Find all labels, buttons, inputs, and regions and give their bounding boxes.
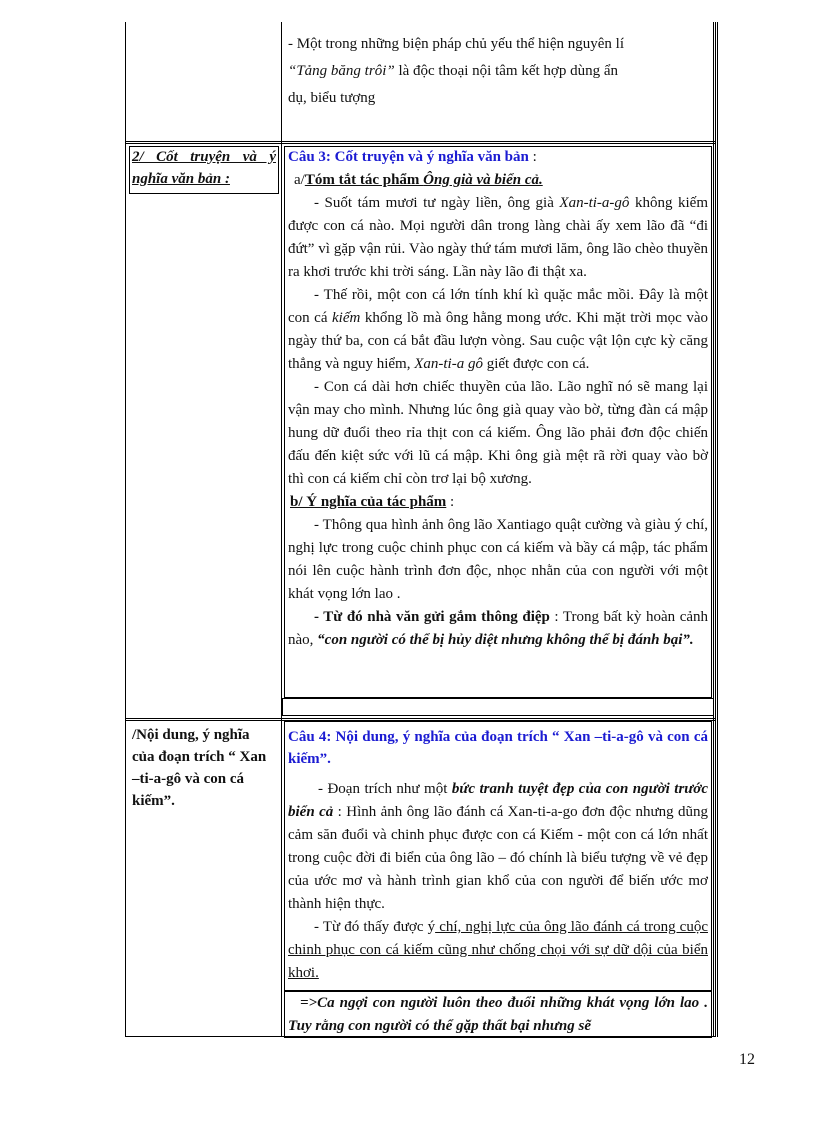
row3-left-heading (132, 724, 270, 812)
row-divider-1 (125, 141, 716, 142)
row3-content (288, 726, 708, 985)
row1-line2: là độc thoại nội tâm kết hợp dùng ẩn (394, 63, 619, 79)
meaning-p5-bold: - Từ đó nhà văn gửi gắm thông điệp (314, 609, 550, 625)
excerpt-p1-b: : Hình ảnh ông lão đánh cá Xan-ti-a-go đơn độc nhưng dũng cảm săn đuổi và chinh phục được con cá Kiếm - một con cá lớn nhất trong cuộc đời đi biển của ông lão – đó chính là biểu tượng về vẻ đẹp của ước mơ và hành trình gian khổ của con người để biến ước mơ thành hiện thực. (288, 804, 709, 912)
row1-line3: dụ, biểu tượng (288, 90, 376, 106)
row1-iceberg-term: “Tảng băng trôi” (288, 63, 395, 79)
column-divider-right (713, 22, 714, 1037)
question-4-title: Câu 4: Nội dung, ý nghĩa của đoạn trích “ Xan –ti-a-gô và con cá kiếm”. (288, 729, 708, 767)
sub-a-title: Tóm tắt tác phẩm (304, 172, 424, 188)
summary-p2-a: - Thế rồi, một con cá lớn tính khí kì quặc mắc mồi. Đây là một con cá (288, 287, 708, 326)
page-number: 12 (739, 1051, 755, 1068)
meaning-p4: - Thông qua hình ảnh ông lão Xantiago quật cường và giàu ý chí, nghị lực trong cuộc chinh phục con cá kiếm và bầy cá mập, tác phẩm nói lên cuộc hành trình đơn độc, nhọc nhằn của con người với một khát vọng lớn lao . (288, 517, 708, 602)
row2-content (288, 146, 708, 652)
sub-b-colon: : (446, 494, 455, 510)
sub-a-work: Ông già và biển cả. (423, 172, 543, 188)
row3-conclusion (288, 992, 708, 1038)
summary-p2-kiem: kiếm (332, 310, 361, 326)
meaning-p5-quote: “con người có thể bị hủy diệt nhưng không thể bị đánh bại”. (317, 632, 694, 648)
summary-p2-b: khổng lồ mà ông hằng mong ước. Khi mặt trời mọc vào ngày thứ ba, con cá bắt đầu lượn vòng. Sau cuộc vật lộn cực kỳ căng thẳng và nguy hiểm, (288, 310, 708, 372)
excerpt-p1-emphasis: bức tranh tuyệt đẹp của con người trước biển cả (288, 781, 708, 820)
row3-heading-text: /Nội dung, ý nghĩa của đoạn trích “ Xan –ti-a-gô và con cá kiếm”. (132, 727, 267, 809)
sub-a-prefix: a/ (294, 172, 305, 188)
summary-p1-b: không kiếm được con cá nào. Mọi người dân trong làng chài ấy xem lão đã “đi đứt” vì gặp vận rủi. Vào ngày thứ tám mươi lăm, ông lão chèo thuyền ra khơi trước khi trời sáng. Lần này lão đi thật xa. (288, 195, 708, 280)
row2-left-heading (132, 146, 276, 190)
row2-empty-strip (282, 698, 714, 716)
row-divider-1b (125, 143, 716, 144)
row2-heading-text: 2/ Cốt truyện và ý nghĩa văn bản : (132, 149, 276, 187)
summary-p3: - Con cá dài hơn chiếc thuyền của lão. Lão nghĩ nó sẽ mang lại vận may cho mình. Nhưng lúc ông già quay vào bờ, từng đàn cá mập hung dữ đuổi theo rỉa thịt con cá kiếm. Ông lão phải đơn độc chiến đấu đến kiệt sức với lũ cá mập. Khi ông già mệt rã rời quay vào bờ thì con cá kiếm chỉ còn trơ lại bộ xương. (288, 379, 708, 487)
summary-p1-a: - Suốt tám mươi tư ngày liền, ông già (314, 195, 560, 211)
row1-content (288, 31, 708, 112)
summary-p2-name: Xan-ti-a gô (414, 356, 483, 372)
excerpt-p2-underlined: chí, nghị lực của ông lão đánh cá trong cuộc chinh phục con cá kiếm cũng như chống chọi với sự dữ dội của biển khơi. (288, 919, 708, 981)
summary-p1-name: Xan-ti-a-gô (559, 195, 630, 211)
sub-b-title: b/ Ý nghĩa của tác phẩm (290, 494, 447, 510)
question-3-title: Câu 3: Cốt truyện và ý nghĩa văn bản (288, 149, 529, 165)
row-divider-2 (125, 718, 716, 719)
excerpt-p2-a: - Từ đó thấy được ý (314, 919, 436, 935)
meaning-p5-rest: : Trong bất kỳ hoàn cảnh nào, (288, 609, 709, 648)
excerpt-p1-a: - Đoạn trích như một (318, 781, 452, 797)
question-3-colon: : (528, 149, 537, 165)
conclusion-text: =>Ca ngợi con người luôn theo đuổi những khát vọng lớn lao . Tuy rằng con người có thể gặp thất bại nhưng sẽ (288, 995, 708, 1034)
column-divider-left (281, 22, 282, 1037)
row1-line1: - Một trong những biện pháp chủ yếu thể hiện nguyên lí (288, 36, 624, 52)
column-divider-right-2 (715, 22, 716, 1037)
summary-p2-c: giết được con cá. (482, 356, 590, 372)
